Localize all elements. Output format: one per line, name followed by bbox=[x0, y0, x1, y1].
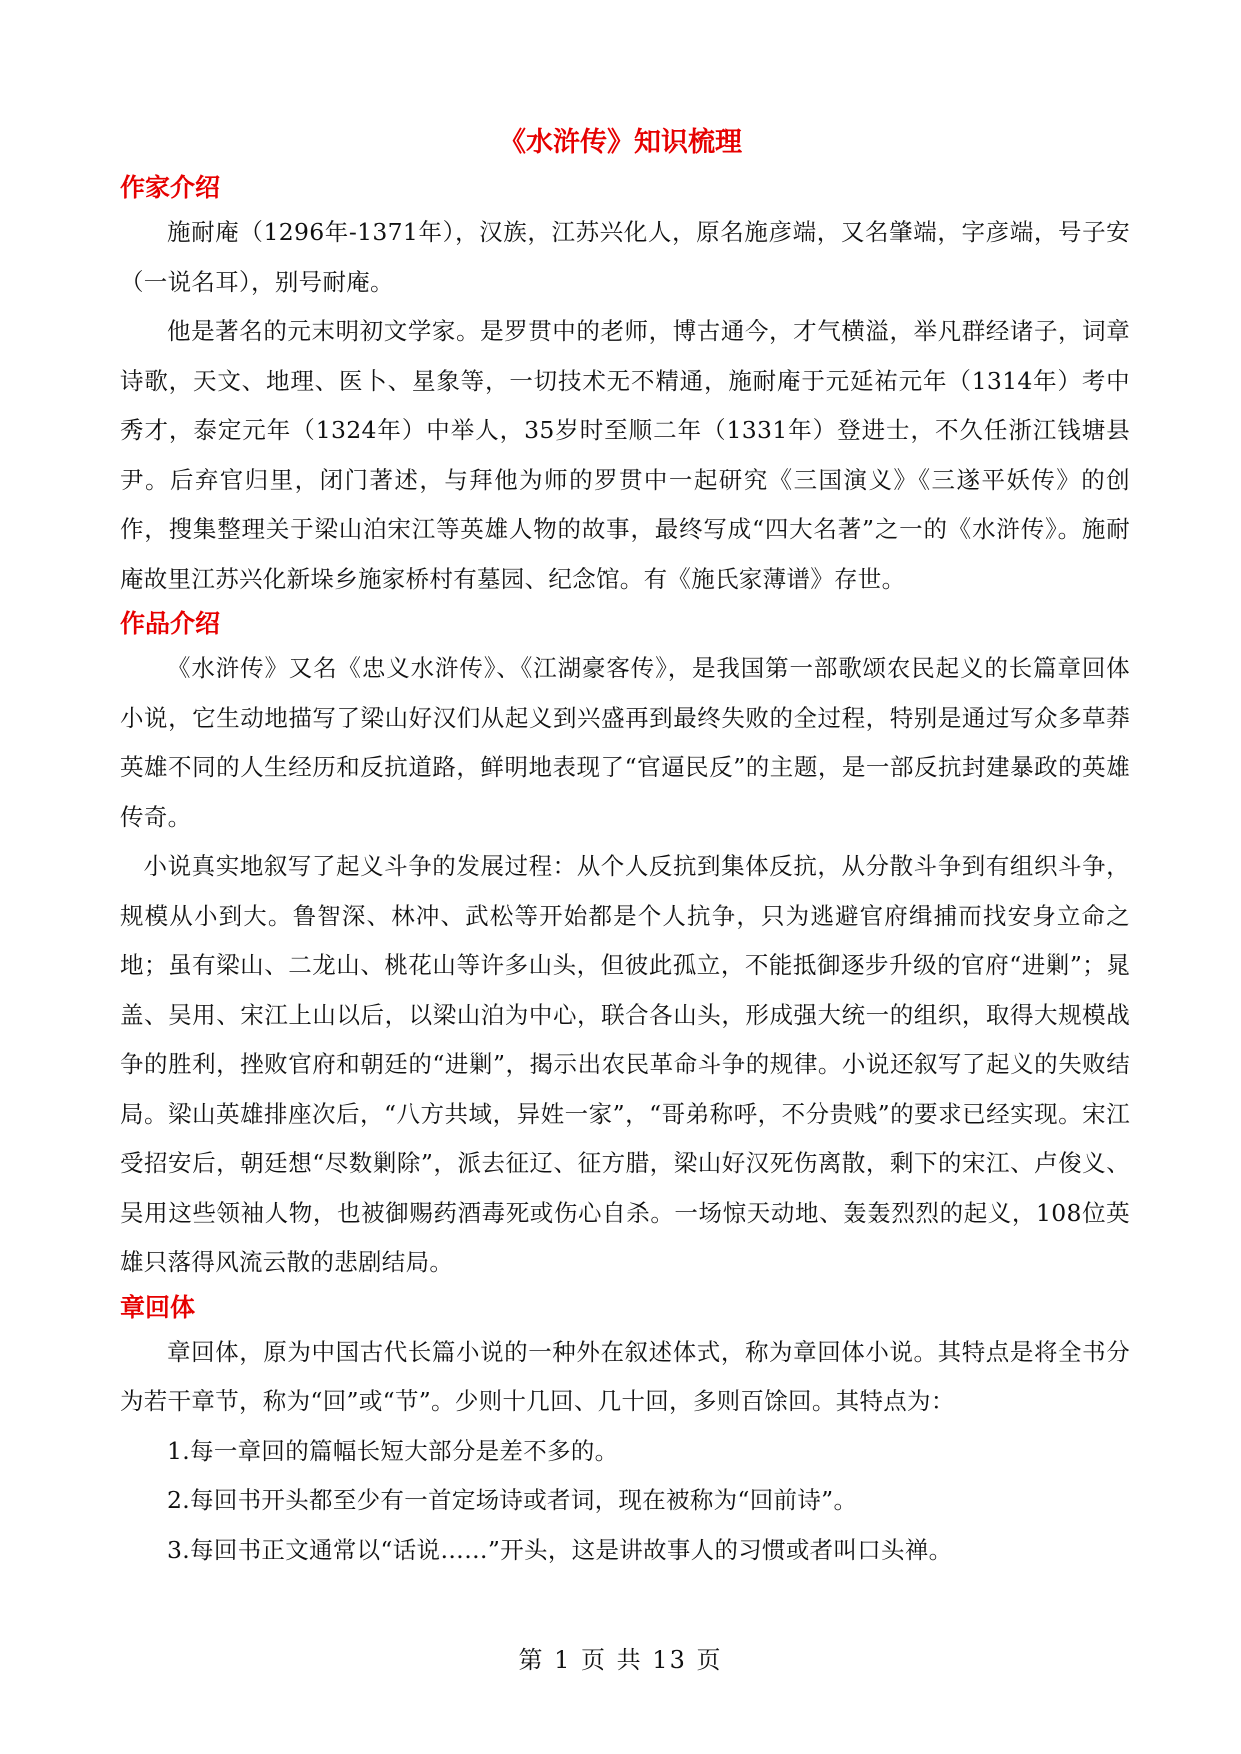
paragraph: 章回体，原为中国古代长篇小说的一种外在叙述体式，称为章回体小说。其特点是将全书分为若干章节，称为“回”或“节”。少则十几回、几十回，多则百馀回。其特点为： bbox=[120, 1337, 1130, 1415]
list-item: 1.每一章回的篇幅长短大部分是差不多的。 bbox=[167, 1436, 619, 1465]
list-item: 3.每回书正文通常以“话说……”开头，这是讲故事人的习惯或者叫口头禅。 bbox=[167, 1535, 953, 1564]
document-body bbox=[120, 168, 1130, 1575]
paragraph: 他是著名的元末明初文学家。是罗贯中的老师，博古通今，才气横溢，举凡群经诸子，词章诗歌，天文、地理、医卜、星象等，一切技术无不精通，施耐庵于元延祐元年（1314年）考中秀才，泰定元年（1324年）中举人，35岁时至顺二年（1331年）登进士，不久任浙江钱塘县尹。后弃官归里，闭门著述，与拜他为师的罗贯中一起研究《三国演义》《三遂平妖传》的创作，搜集整理关于梁山泊宋江等英雄人物的故事，最终写成“四大名著”之一的《水浒传》。施耐庵故里江苏兴化新垛乡施家桥村有墓园、纪念馆。有《施氏家薄谱》存世。 bbox=[120, 317, 1130, 593]
paragraph: 施耐庵（1296年-1371年），汉族，江苏兴化人，原名施彦端，又名肇端，字彦端，号子安（一说名耳），别号耐庵。 bbox=[120, 218, 1130, 296]
section-heading-work: 作品介绍 bbox=[120, 609, 221, 638]
page-number-footer: 第 1 页 共 13 页 bbox=[518, 1646, 723, 1674]
paragraph: 小说真实地叙写了起义斗争的发展过程：从个人反抗到集体反抗，从分散斗争到有组织斗争，规模从小到大。鲁智深、林冲、武松等开始都是个人抗争，只为逃避官府缉捕而找安身立命之地；虽有梁山、二龙山、桃花山等许多山头，但彼此孤立，不能抵御逐步升级的官府“进剿”；晁盖、吴用、宋江上山以后，以梁山泊为中心，联合各山头，形成强大统一的组织，取得大规模战争的胜利，挫败官府和朝廷的“进剿”，揭示出农民革命斗争的规律。小说还叙写了起义的失败结局。梁山英雄排座次后，“八方共域，异姓一家”，“哥弟称呼，不分贵贱”的要求已经实现。宋江受招安后，朝廷想“尽数剿除”，派去征辽、征方腊，梁山好汉死伤离散，剩下的宋江、卢俊义、吴用这些领袖人物，也被御赐药酒毒死或伤心自杀。一场惊天动地、轰轰烈烈的起义，108位英雄只落得风流云散的悲剧结局。 bbox=[120, 852, 1130, 1276]
document-title: 《水浒传》知识梳理 bbox=[499, 127, 742, 158]
list-item: 2.每回书开头都至少有一首定场诗或者词，现在被称为“回前诗”。 bbox=[167, 1486, 858, 1514]
section-heading-author: 作家介绍 bbox=[120, 173, 221, 202]
section-heading-chapter-style: 章回体 bbox=[120, 1292, 196, 1322]
paragraph: 《水浒传》又名《忠义水浒传》、《江湖豪客传》，是我国第一部歌颂农民起义的长篇章回体小说，它生动地描写了梁山好汉们从起义到兴盛再到最终失败的全过程，特别是通过写众多草莽英雄不同的人生经历和反抗道路，鲜明地表现了“官逼民反”的主题，是一部反抗封建暴政的英雄传奇。 bbox=[120, 654, 1130, 831]
